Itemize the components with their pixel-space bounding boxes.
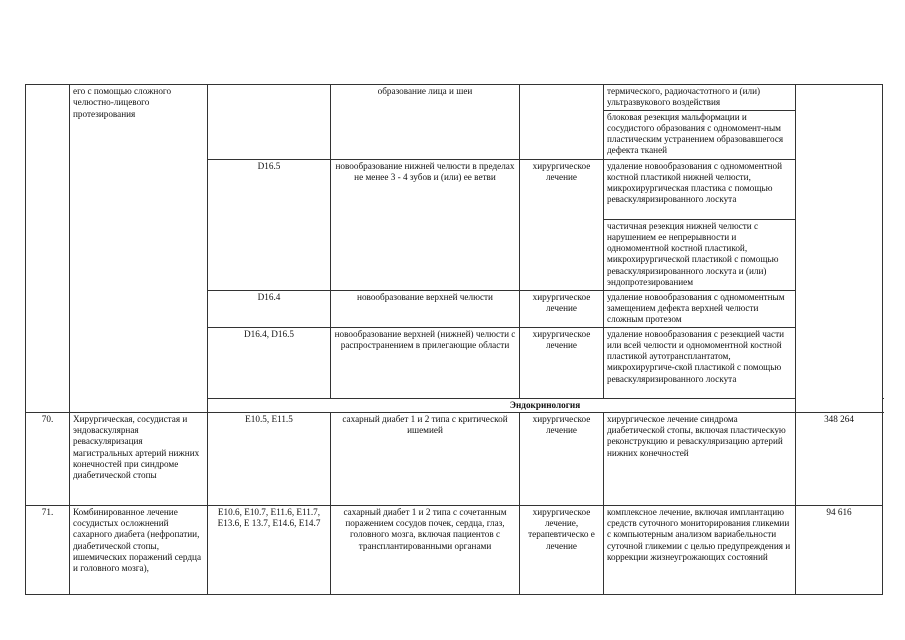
code-cell: D16.4 <box>208 290 331 327</box>
cost-cell-empty <box>796 85 883 413</box>
method-cell: блоковая резекция мальформации и сосудистого образования с одномомент-ным пластическим устранением образовавшегося дефекта тканей <box>604 110 796 159</box>
procedures-table <box>25 84 883 595</box>
code-cell: E10.6, E10.7, E11.6, E11.7, E13.6, E 13.7, E14.6, E14.7 <box>208 505 331 594</box>
cost-cell: 348 264 <box>796 412 883 505</box>
procedure-name-cell: Хирургическая, сосудистая и эндоваскулярная реваскуляризация магистральных артерий нижних конечностей при синдроме диабетической стопы <box>70 412 208 505</box>
method-cell: термического, радиочастотного и (или) ультразвукового воздействия <box>604 85 796 111</box>
treatment-cell: хирургическое лечение <box>520 290 604 327</box>
treatment-cell: хирургическое лечение <box>520 159 604 290</box>
code-cell: D16.4, D16.5 <box>208 327 331 398</box>
number-cell-empty <box>26 85 70 413</box>
model-cell: новообразование нижней челюсти в пределах не менее 3 - 4 зубов и (или) ее ветви <box>331 159 520 290</box>
procedure-name-cell: его с помощью сложного челюстно-лицевого протезирования <box>70 85 208 413</box>
table-row <box>26 85 883 111</box>
code-cell-empty <box>208 85 331 160</box>
entry-number: 70. <box>26 412 70 505</box>
procedure-name-cell: Комбинированное лечение сосудистых осложнений сахарного диабета (нефропатии, диабетической стопы, ишемических поражений сердца и головного мозга), <box>70 505 208 594</box>
table-row <box>26 505 883 594</box>
method-cell: хирургическое лечение синдрома диабетической стопы, включая пластическую реконструкцию и реваскуляризацию артерий нижних конечностей <box>604 412 796 505</box>
section-title: Эндокринология <box>208 398 883 412</box>
code-cell: D16.5 <box>208 159 331 290</box>
model-cell: сахарный диабет 1 и 2 типа с критической ишемией <box>331 412 520 505</box>
table-row <box>26 412 883 505</box>
method-cell: удаление новообразования с одномоментной костной пластикой нижней челюсти, микрохирургическая пластика с помощью реваскуляризированного лоскута <box>604 159 796 219</box>
method-cell: частичная резекция нижней челюсти с нарушением ее непрерывности и одномоментной костной пластикой, микрохирургической пластикой с помощью реваскуляризированного лоскута и (или) эндопротезированием <box>604 219 796 290</box>
treatment-cell-empty <box>520 85 604 160</box>
treatment-cell: хирургическое лечение, терапевтическо е лечение <box>520 505 604 594</box>
treatment-cell: хирургическое лечение <box>520 327 604 398</box>
entry-number: 71. <box>26 505 70 594</box>
model-cell: новообразование верхней (нижней) челюсти с распространением в прилегающие области <box>331 327 520 398</box>
model-cell: сахарный диабет 1 и 2 типа с сочетанным поражением сосудов почек, сердца, глаз, головного мозга, включая пациентов с трансплантированными органами <box>331 505 520 594</box>
method-cell: удаление новообразования с одномоментным замещением дефекта верхней челюсти сложным протезом <box>604 290 796 327</box>
model-cell: образование лица и шеи <box>331 85 520 160</box>
cost-cell: 94 616 <box>796 505 883 594</box>
code-cell: E10.5, E11.5 <box>208 412 331 505</box>
model-cell: новообразование верхней челюсти <box>331 290 520 327</box>
method-cell: удаление новообразования с резекцией части или всей челюсти и одномоментной костной пластикой аутотрансплантатом, микрохирургиче-ской пластикой с помощью реваскуляризированного лоскута <box>604 327 796 398</box>
treatment-cell: хирургическое лечение <box>520 412 604 505</box>
method-cell: комплексное лечение, включая имплантацию средств суточного мониторирования гликемии с компьютерным анализом вариабельности суточной гликемии с целью предупреждения и коррекции жизнеугрожающих состояний <box>604 505 796 594</box>
